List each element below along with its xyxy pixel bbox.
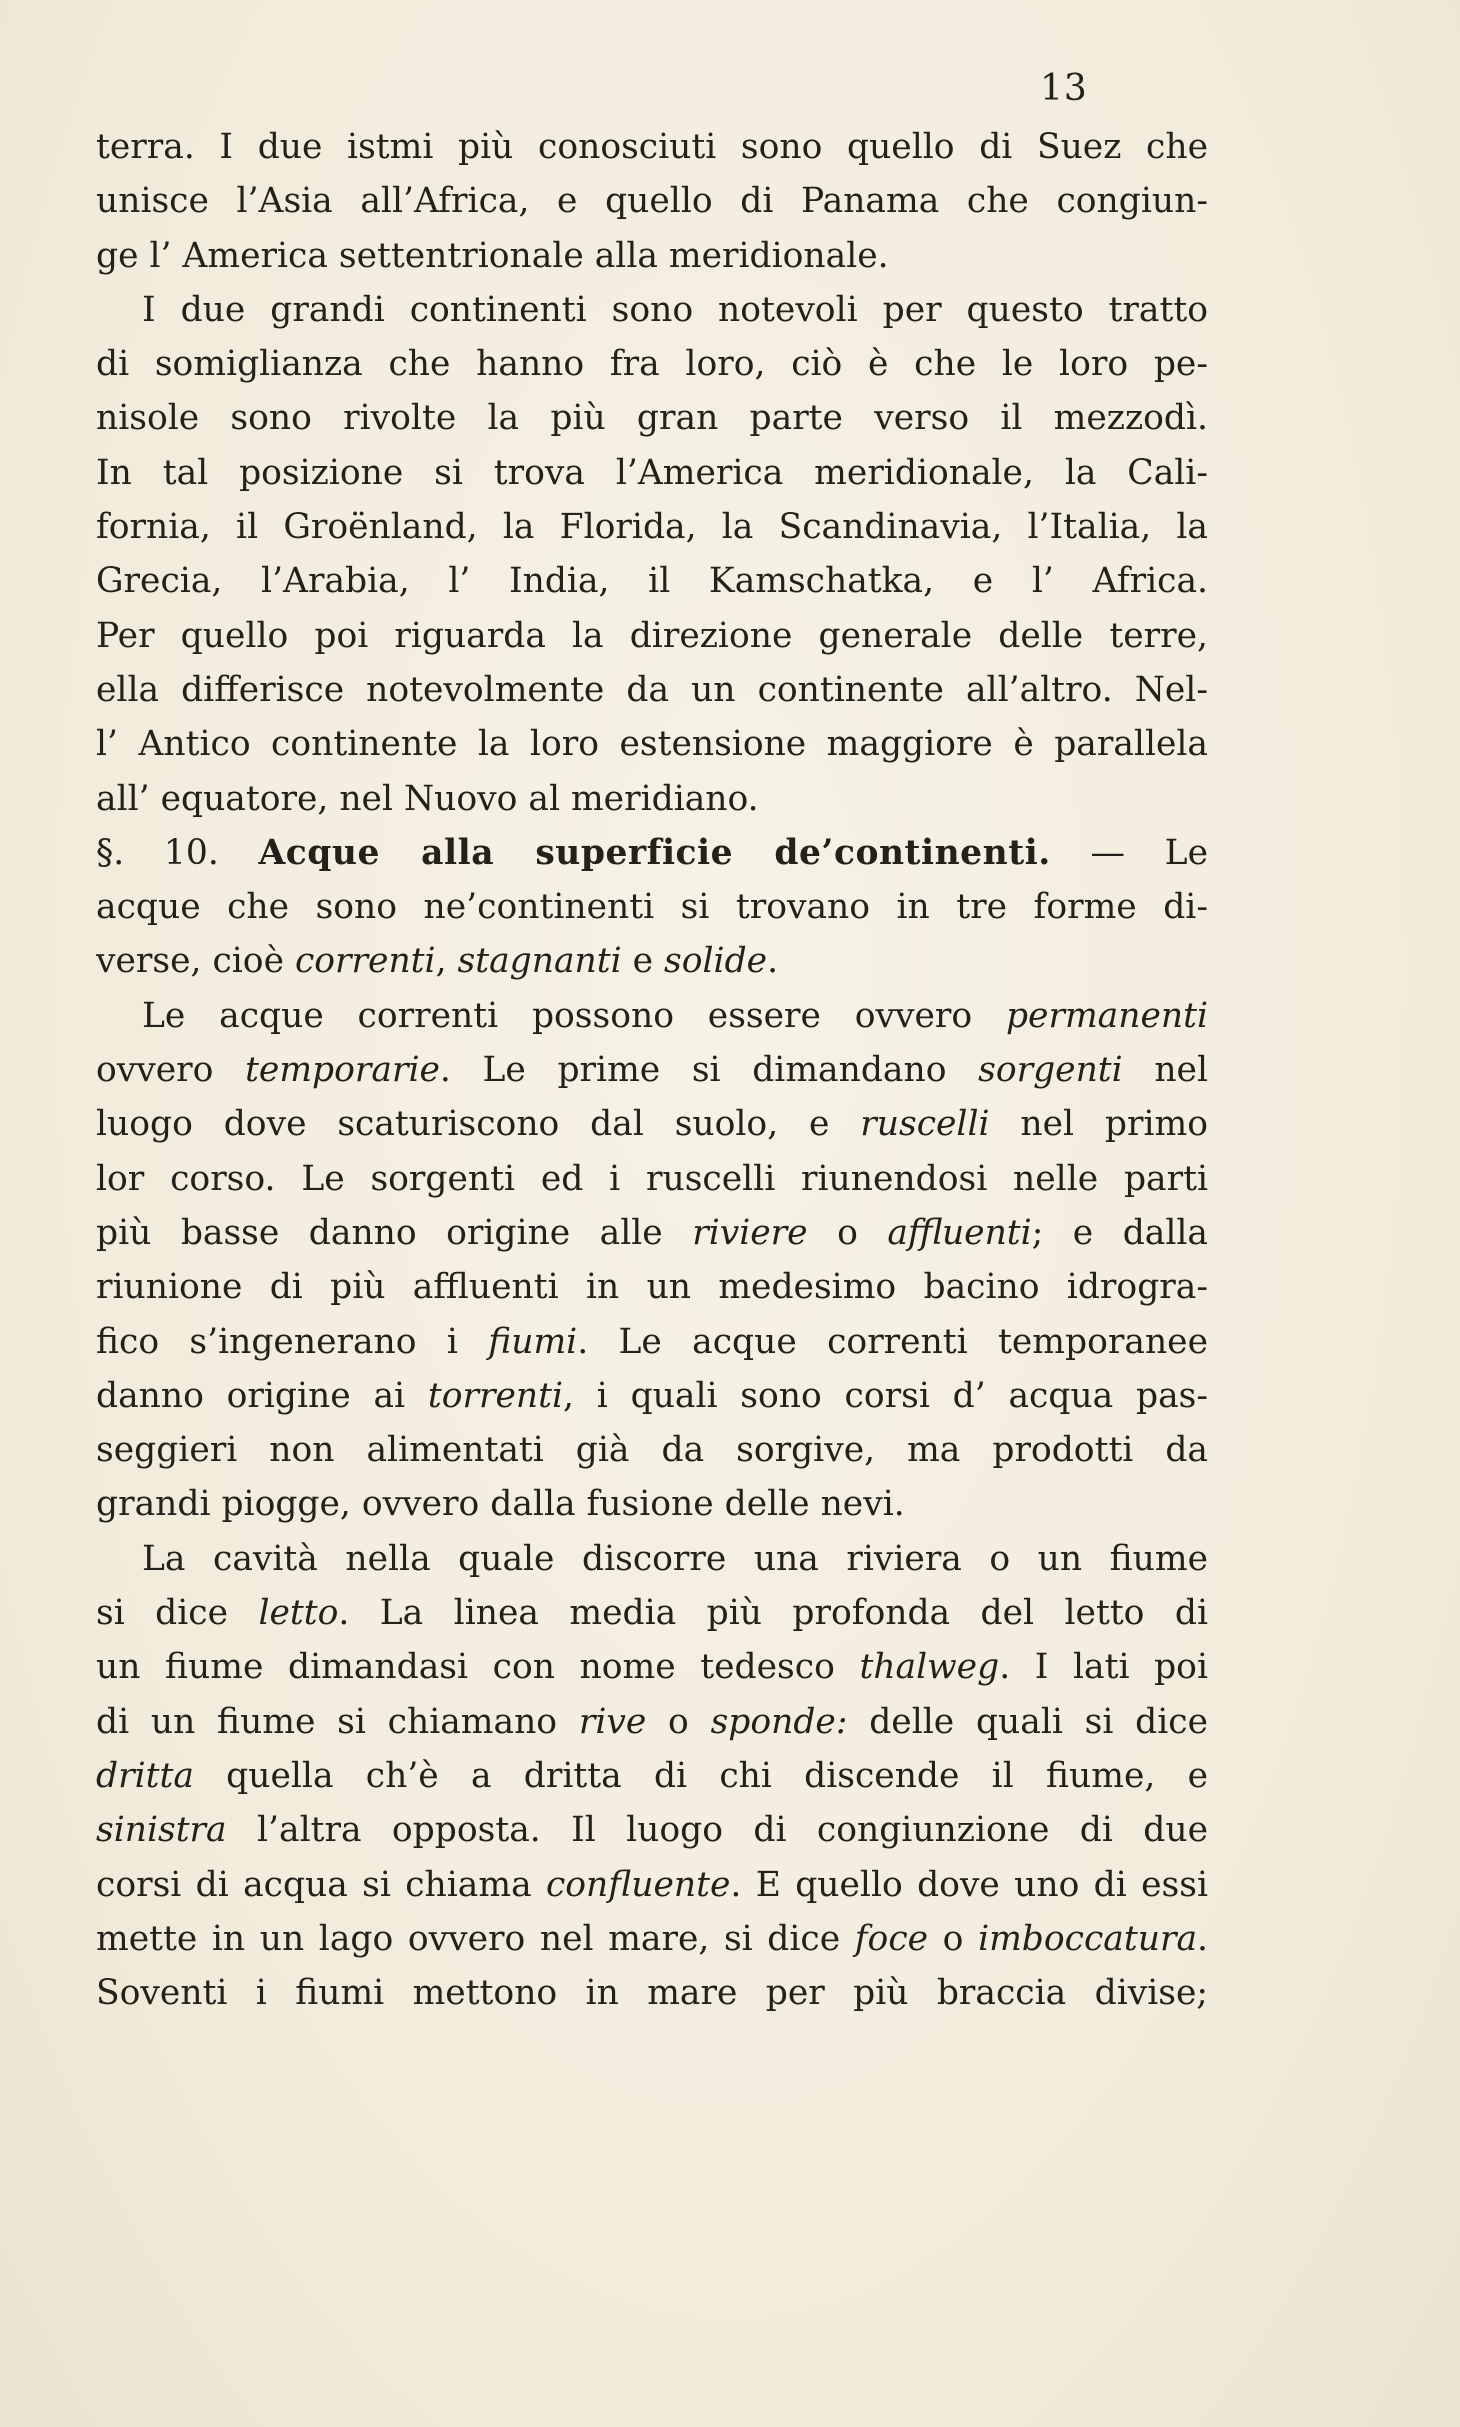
text-segment: più basse danno origine alle [96, 1212, 693, 1253]
text-segment: nel primo [989, 1104, 1208, 1145]
text-segment: In tal posizione si trova l’America meridionale, la Cali- [96, 452, 1208, 493]
text-segment: ovvero [96, 1050, 246, 1091]
italic-term: ruscelli [860, 1104, 990, 1145]
italic-term: sinistra [96, 1810, 227, 1851]
text-segment: o [807, 1212, 888, 1253]
italic-term: riviere [692, 1212, 808, 1253]
italic-term: sponde: [710, 1701, 848, 1742]
text-line [96, 1858, 1208, 1912]
text-segment: . E quello dove uno di essi [730, 1864, 1208, 1905]
text-segment: terra. I due istmi più conosciuti sono quello di Suez che [96, 127, 1208, 167]
text-segment: quella ch’è a dritta di chi discende il fiume, e [193, 1755, 1208, 1796]
text-line [96, 174, 1208, 228]
text-line [96, 337, 1208, 391]
text-segment: o [646, 1701, 711, 1742]
text-segment: . Le acque correnti temporanee [577, 1321, 1208, 1362]
text-segment: unisce l’Asia all’Africa, e quello di Panama che congiun- [96, 181, 1208, 222]
text-line [96, 609, 1208, 663]
text-segment: grandi piogge, ovvero dalla fusione delle nevi. [96, 1484, 905, 1525]
text-line [96, 229, 1208, 283]
text-segment: si dice [96, 1593, 259, 1634]
text-segment: I due grandi continenti sono notevoli per questo tratto [142, 289, 1208, 330]
italic-term: temporarie [245, 1050, 440, 1091]
page-number: 13 [1040, 68, 1088, 109]
text-segment: . La linea media più profonda del letto di [338, 1593, 1208, 1634]
text-segment: , [435, 941, 458, 982]
italic-term: stagnanti [457, 941, 622, 982]
text-segment: luogo dove scaturiscono dal suolo, e [96, 1104, 861, 1145]
text-line [96, 283, 1208, 337]
text-line [96, 120, 1208, 174]
text-line [96, 1315, 1208, 1369]
text-segment: Per quello poi riguarda la direzione generale delle terre, [96, 615, 1208, 656]
italic-term: dritta [96, 1755, 194, 1796]
text-line [96, 1152, 1208, 1206]
text-segment: . [1197, 1918, 1208, 1959]
text-line [96, 1369, 1208, 1423]
text-segment: . I lati poi [999, 1647, 1208, 1688]
text-line [96, 1912, 1208, 1966]
text-segment: lor corso. Le sorgenti ed i ruscelli riunendosi nelle parti [96, 1158, 1208, 1199]
text-line [96, 1966, 1208, 2020]
section-heading: Acque alla superficie de’continenti. [258, 832, 1051, 873]
text-line [96, 1803, 1208, 1857]
italic-term: fiumi [488, 1321, 578, 1362]
italic-term: confluente [545, 1864, 731, 1905]
italic-term: thalweg [859, 1647, 1000, 1688]
text-line [96, 1097, 1208, 1151]
text-segment: danno origine ai [96, 1375, 428, 1416]
italic-term: affluenti [887, 1212, 1032, 1253]
italic-term: sorgenti [978, 1050, 1123, 1091]
italic-term: foce [854, 1918, 929, 1959]
text-line [96, 1260, 1208, 1314]
text-segment: . Le prime si dimandano [439, 1050, 979, 1091]
text-segment: Grecia, l’Arabia, l’ India, il Kamschatka, e l’ Africa. [96, 561, 1208, 602]
text-segment: , i quali sono corsi d’ acqua pas- [563, 1375, 1208, 1416]
text-line [96, 1043, 1208, 1097]
text-segment: acque che sono ne’continenti si trovano in tre forme di- [96, 887, 1208, 928]
text-segment: di un fiume si chiamano [96, 1701, 579, 1742]
text-segment: verse, cioè [96, 941, 295, 982]
text-line [96, 1640, 1208, 1694]
text-line [96, 663, 1208, 717]
text-segment: Soventi i fiumi mettono in mare per più braccia divise; [96, 1973, 1208, 2014]
italic-term: letto [258, 1593, 339, 1634]
text-line [96, 554, 1208, 608]
text-segment: seggieri non alimentati già da sorgive, ma prodotti da [96, 1430, 1208, 1471]
text-line [96, 934, 1208, 988]
text-segment: corsi di acqua si chiama [96, 1864, 546, 1905]
text-segment: e [621, 941, 665, 982]
text-segment: fico s’ingenerano i [96, 1321, 489, 1362]
text-line [96, 1206, 1208, 1260]
text-segment: delle quali si dice [847, 1701, 1208, 1742]
text-line [96, 880, 1208, 934]
text-line [96, 1532, 1208, 1586]
text-line [96, 500, 1208, 554]
text-segment: nel [1122, 1050, 1208, 1091]
text-segment: di somiglianza che hanno fra loro, ciò è che le loro pe- [96, 344, 1208, 385]
text-line [96, 826, 1208, 880]
text-line [96, 1695, 1208, 1749]
body-text [96, 120, 1208, 2020]
italic-term: correnti [294, 941, 436, 982]
text-segment: . [767, 941, 779, 982]
text-line [96, 1586, 1208, 1640]
italic-term: permanenti [1005, 995, 1208, 1036]
italic-term: imboccatura [978, 1918, 1198, 1959]
text-line [96, 1423, 1208, 1477]
text-line [96, 989, 1208, 1043]
text-line [96, 772, 1208, 826]
text-segment: ge l’ America settentrionale alla meridionale. [96, 235, 889, 276]
text-segment: nisole sono rivolte la più gran parte verso il mezzodì. [96, 398, 1208, 439]
text-segment: Le acque correnti possono essere ovvero [142, 995, 1006, 1036]
text-line [96, 1749, 1208, 1803]
text-line [96, 1477, 1208, 1531]
text-line [96, 717, 1208, 771]
italic-term: rive [578, 1701, 647, 1742]
text-segment: fornia, il Groënland, la Florida, la Scandinavia, l’Italia, la [96, 507, 1208, 548]
text-segment: — Le [1050, 832, 1208, 873]
text-segment: ella differisce notevolmente da un continente all’altro. Nel- [96, 669, 1208, 710]
text-segment: o [928, 1918, 979, 1959]
text-segment: La cavità nella quale discorre una riviera o un fiume [142, 1538, 1208, 1579]
text-line [96, 391, 1208, 445]
text-segment: un fiume dimandasi con nome tedesco [96, 1647, 860, 1688]
text-segment: mette in un lago ovvero nel mare, si dice [96, 1918, 855, 1959]
text-segment: ; e dalla [1031, 1212, 1208, 1253]
text-segment: riunione di più affluenti in un medesimo bacino idrogra- [96, 1267, 1208, 1308]
italic-term: solide [664, 941, 768, 982]
text-segment: l’ Antico continente la loro estensione maggiore è parallela [96, 724, 1208, 765]
text-segment: all’ equatore, nel Nuovo al meridiano. [96, 778, 759, 819]
text-segment: l’altra opposta. Il luogo di congiunzione di due [226, 1810, 1208, 1851]
text-segment: §. 10. [96, 832, 259, 873]
italic-term: torrenti [427, 1375, 564, 1416]
text-line [96, 446, 1208, 500]
